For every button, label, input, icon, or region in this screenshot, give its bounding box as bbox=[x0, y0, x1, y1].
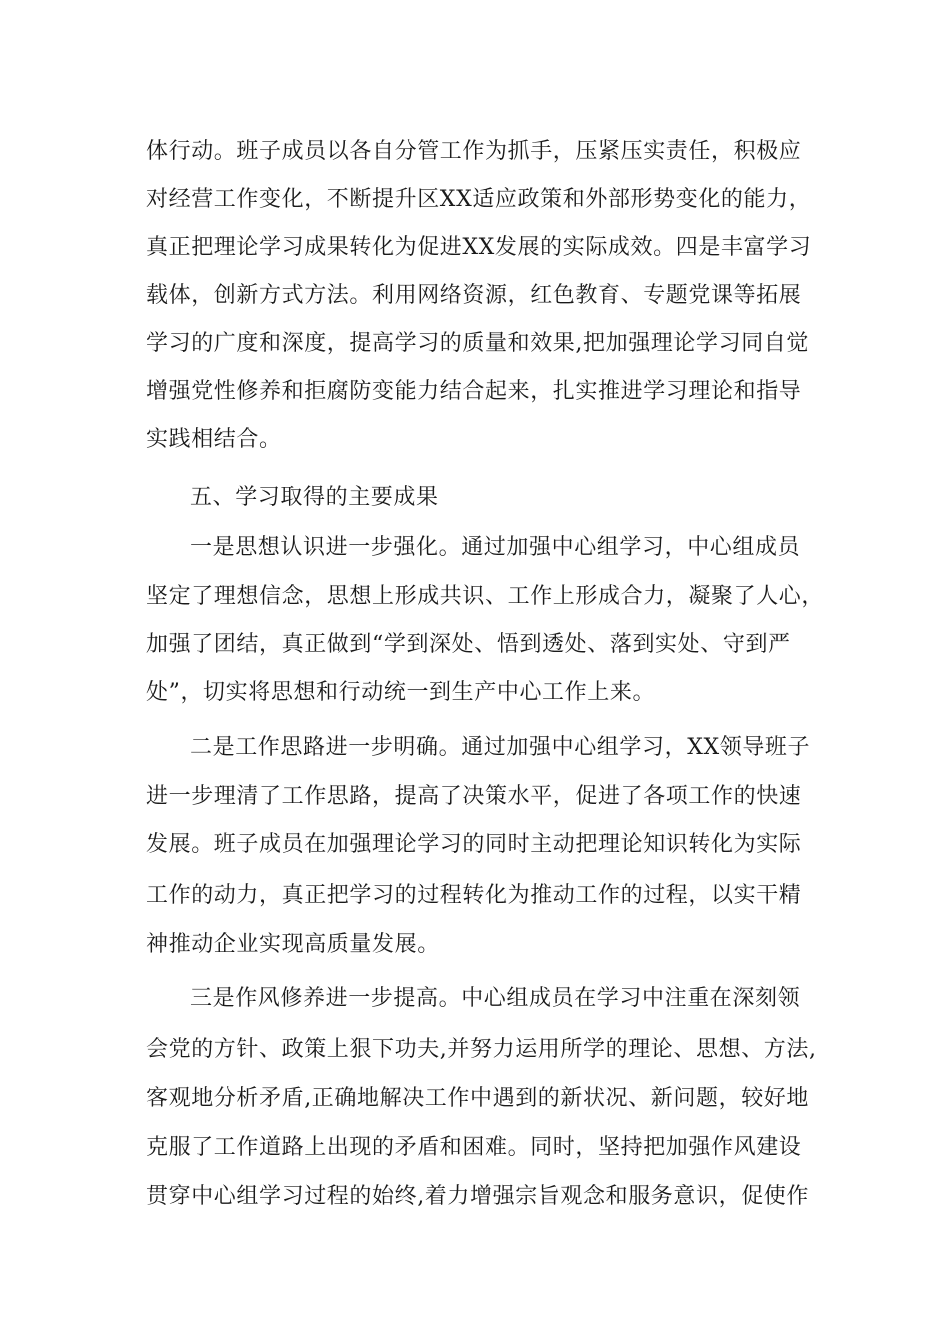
text-line-14: 进一步理清了工作思路，提高了决策水平，促进了各项工作的快速 bbox=[146, 784, 802, 809]
text-line-17: 神推动企业实现高质量发展。 bbox=[146, 932, 440, 957]
text-line-22: 贯穿中心组学习过程的始终,着力增强宗旨观念和服务意识，促使作 bbox=[146, 1184, 809, 1209]
text-line-3: 真正把理论学习成果转化为促进XX发展的实际成效。四是丰富学习 bbox=[146, 235, 812, 260]
text-line-20: 客观地分析矛盾,正确地解决工作中遇到的新状况、新问题，较好地 bbox=[146, 1086, 809, 1111]
text-line-4: 载体，创新方式方法。利用网络资源，红色教育、专题党课等拓展 bbox=[146, 283, 802, 308]
text-line-11: 加强了团结，真正做到“学到深处、悟到透处、落到实处、守到严 bbox=[146, 632, 791, 657]
text-line-10: 坚定了理想信念，思想上形成共识、工作上形成合力，凝聚了人心， bbox=[146, 584, 825, 609]
text-line-18: 三是作风修养进一步提高。中心组成员在学习中注重在深刻领 bbox=[190, 986, 801, 1011]
text-line-2: 对经营工作变化，不断提升区XX适应政策和外部形势变化的能力， bbox=[146, 187, 812, 212]
text-line-7: 实践相结合。 bbox=[146, 427, 282, 452]
text-line-15: 发展。班子成员在加强理论学习的同时主动把理论知识转化为实际 bbox=[146, 832, 802, 857]
text-line-13: 二是工作思路进一步明确。通过加强中心组学习，XX领导班子 bbox=[190, 735, 811, 760]
section-heading: 五、学习取得的主要成果 bbox=[190, 485, 439, 510]
text-line-16: 工作的动力，真正把学习的过程转化为推动工作的过程，以实干精 bbox=[146, 883, 802, 908]
text-line-21: 克服了工作道路上出现的矛盾和困难。同时，坚持把加强作风建设 bbox=[146, 1135, 802, 1160]
text-line-5: 学习的广度和深度，提高学习的质量和效果,把加强理论学习同自觉 bbox=[146, 331, 809, 356]
text-line-19: 会党的方针、政策上狠下功夫,并努力运用所学的理论、思想、方法, bbox=[146, 1037, 817, 1062]
text-line-1: 体行动。班子成员以各自分管工作为抓手，压紧压实责任，积极应 bbox=[146, 139, 802, 164]
text-line-9: 一是思想认识进一步强化。通过加强中心组学习，中心组成员 bbox=[190, 535, 801, 560]
text-line-12: 处”，切实将思想和行动统一到生产中心工作上来。 bbox=[146, 680, 656, 705]
text-line-6: 增强党性修养和拒腐防变能力结合起来，扎实推进学习理论和指导 bbox=[146, 379, 802, 404]
